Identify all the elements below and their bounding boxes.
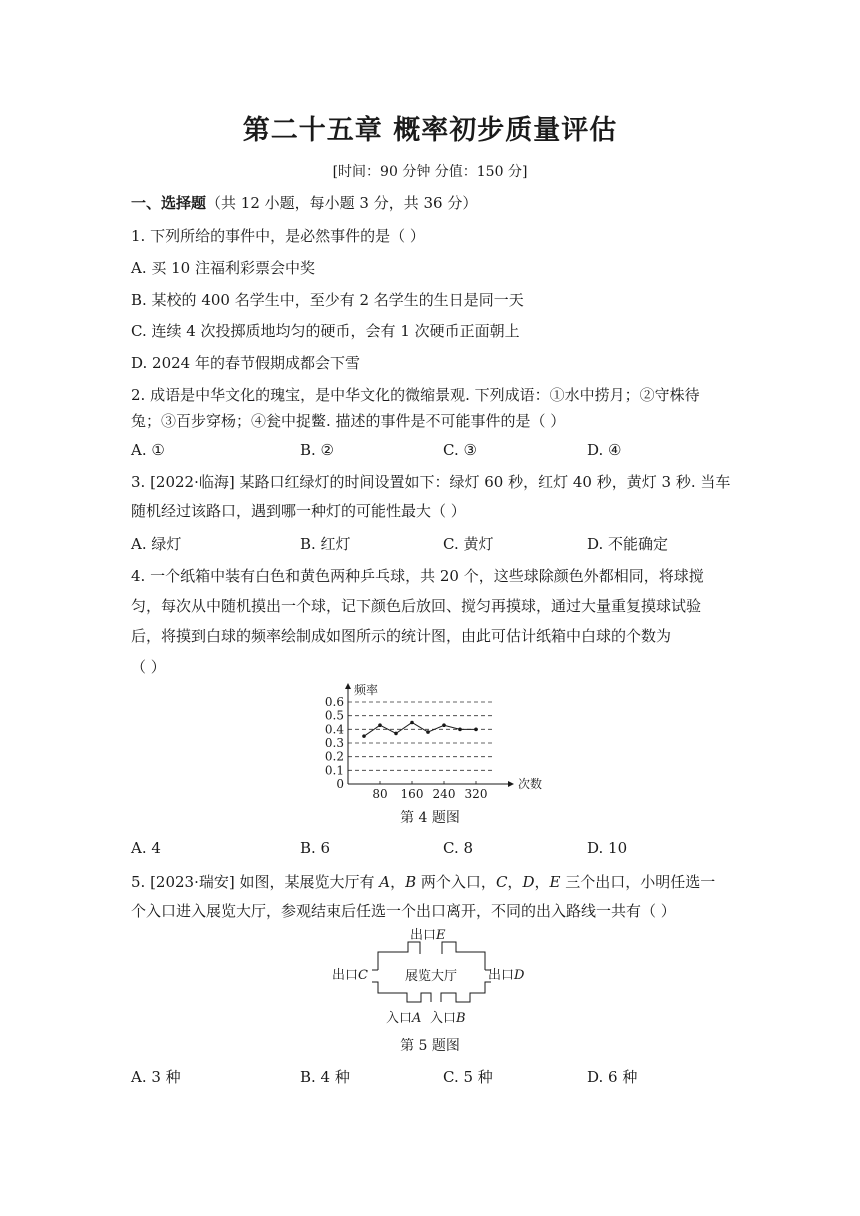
data-point <box>394 732 398 736</box>
q3-stem-line1: 3. [2022·临海] 某路口红绿灯的时间设置如下：绿灯 60 秒，红灯 40 秒，黄灯 3 秒. 当车 <box>131 473 731 491</box>
x-tick-label: 160 <box>400 787 424 800</box>
y-axis-arrow <box>345 683 351 689</box>
q5-var-e: E <box>549 873 561 891</box>
y-axis-label: 频率 <box>354 683 379 697</box>
y-tick-label: 0.5 <box>324 708 344 723</box>
q4-stem-line2: 匀，每次从中随机摸出一个球，记下颜色后放回、搅匀再摸球，通过大量重复摸球试验 <box>131 597 702 615</box>
q4-stem-line4: （ ） <box>131 658 166 676</box>
page-title: 第二十五章 概率初步质量评估 <box>242 115 618 146</box>
entry-a-label: 入口A <box>386 1011 422 1026</box>
exhibition-hall-diagram <box>320 922 550 1030</box>
chart-axes <box>345 683 514 787</box>
data-point <box>426 730 430 734</box>
x-tick-label: 80 <box>372 787 388 800</box>
y-tick-label: 0.4 <box>324 722 344 737</box>
q2-stem-line1: 2. 成语是中华文化的瑰宝，是中华文化的微缩景观. 下列成语：①水中捞月；②守株待 <box>131 386 700 404</box>
q5-option-d: D. 6 种 <box>587 1068 638 1086</box>
q4-stem-line3: 后，将摸到白球的频率绘制成如图所示的统计图，由此可估计纸箱中白球的个数为 <box>131 627 672 645</box>
q5-stem-mid: 两个入口， <box>416 873 496 891</box>
q1-option-a: A. 买 10 注福利彩票会中奖 <box>131 259 315 277</box>
entry-b-label: 入口B <box>430 1011 466 1026</box>
q5-figure-caption: 第 5 题图 <box>400 1038 460 1054</box>
q5-sep-2: ， <box>507 873 523 891</box>
exit-e-label: 出口E <box>410 928 446 943</box>
q2-option-a: A. ① <box>131 441 165 459</box>
q3-stem-line2: 随机经过该路口，遇到哪一种灯的可能性最大（ ） <box>131 502 466 520</box>
q1-option-d: D. 2024 年的春节假期成都会下雪 <box>131 354 360 372</box>
section-heading <box>131 192 477 213</box>
q2-option-d: D. ④ <box>587 441 622 459</box>
frequency-chart <box>300 678 560 800</box>
exam-meta: [时间：90 分钟 分值：150 分] <box>332 164 528 180</box>
q1-option-b: B. 某校的 400 名学生中，至少有 2 名学生的生日是同一天 <box>131 291 524 309</box>
x-axis-arrow <box>508 781 514 787</box>
q2-option-c: C. ③ <box>443 441 477 459</box>
section-note: （共 12 小题，每小题 3 分，共 36 分） <box>206 194 478 212</box>
data-point <box>474 728 478 732</box>
q4-stem-line1: 4. 一个纸箱中装有白色和黄色两种乒乓球，共 20 个，这些球除颜色外都相同，将球搅 <box>131 567 704 585</box>
data-point <box>458 728 462 732</box>
q3-option-b: B. 红灯 <box>300 535 351 553</box>
q5-var-a: A <box>379 873 391 891</box>
q4-option-d: D. 10 <box>587 839 628 857</box>
section-label: 一、选择题 <box>131 194 207 212</box>
chart-y-ticks <box>325 695 344 791</box>
q5-stem-post: 三个出口，小明任选一 <box>560 873 716 891</box>
y-tick-label: 0.2 <box>324 749 344 764</box>
q1-stem: 1. 下列所给的事件中，是必然事件的是（ ） <box>131 227 425 245</box>
q3-option-d: D. 不能确定 <box>587 535 669 553</box>
q5-stem-pre: 5. [2023·瑞安] 如图，某展览大厅有 <box>131 873 380 891</box>
exit-c-label: 出口C <box>332 968 368 983</box>
q3-option-a: A. 绿灯 <box>131 535 182 553</box>
q5-option-a: A. 3 种 <box>131 1068 181 1086</box>
q2-option-b: B. ② <box>300 441 335 459</box>
q1-option-c: C. 连续 4 次投掷质地均匀的硬币，会有 1 次硬币正面朝上 <box>131 322 520 340</box>
q5-option-b: B. 4 种 <box>300 1068 350 1086</box>
y-tick-label: 0.3 <box>324 736 344 750</box>
q5-sep-1: ， <box>390 873 406 891</box>
exit-d-label: 出口D <box>488 968 525 983</box>
q4-figure-caption: 第 4 题图 <box>400 810 460 826</box>
y-tick-label: 0 <box>336 777 344 791</box>
y-tick-label: 0.6 <box>324 695 344 709</box>
q2-stem-line2: 兔；③百步穿杨；④瓮中捉鳖. 描述的事件是不可能事件的是（ ） <box>131 412 566 430</box>
x-tick-label: 240 <box>432 787 456 800</box>
y-tick-label: 0.1 <box>324 763 344 778</box>
q3-option-c: C. 黄灯 <box>443 535 494 553</box>
x-tick-label: 320 <box>464 787 488 800</box>
hall-label: 展览大厅 <box>404 969 458 984</box>
q5-var-b: B <box>405 873 417 891</box>
q5-option-c: C. 5 种 <box>443 1068 493 1086</box>
data-point <box>378 723 382 727</box>
data-point <box>410 721 414 725</box>
chart-gridlines <box>348 702 492 770</box>
data-point <box>442 723 446 727</box>
q4-option-c: C. 8 <box>443 839 474 857</box>
q5-stem-line2: 个入口进入展览大厅，参观结束后任选一个出口离开，不同的出入路线一共有（ ） <box>131 902 676 920</box>
q5-stem-line1 <box>131 871 715 892</box>
q5-sep-3: ， <box>534 873 550 891</box>
q4-option-a: A. 4 <box>131 839 161 857</box>
q4-option-b: B. 6 <box>300 839 331 857</box>
q5-var-d: D <box>522 873 535 891</box>
q5-var-c: C <box>495 873 508 891</box>
data-point <box>362 734 366 738</box>
x-axis-label: 次数 <box>518 777 543 791</box>
